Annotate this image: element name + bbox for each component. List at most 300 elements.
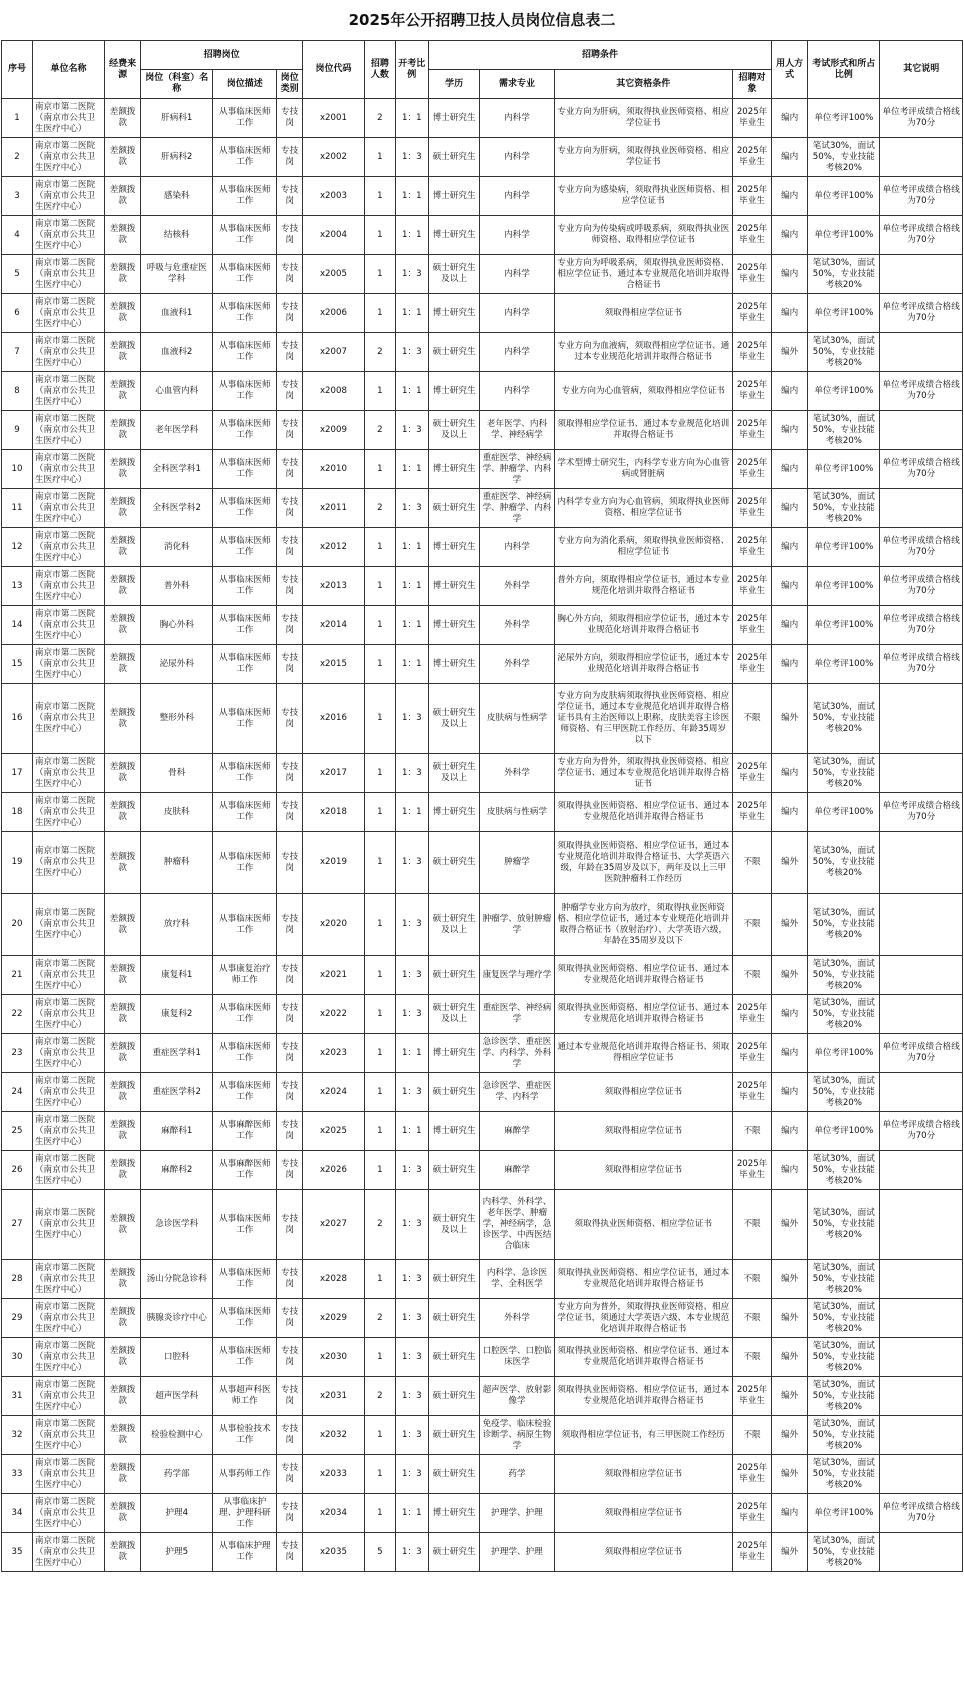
cell-other: 专业方向为呼吸系病，须取得执业医师资格、相应学位证书、通过本专业规范化培训并取得合格证书 [554, 255, 732, 294]
cell-count: 1 [364, 450, 395, 489]
cell-note: 单位考评成绩合格线为70分 [880, 793, 963, 832]
cell-unit: 南京市第二医院（南京市公共卫生医疗中心） [32, 1455, 104, 1494]
cell-funding: 差额拨款 [105, 1073, 141, 1112]
cell-major: 护理学、护理 [480, 1494, 554, 1533]
cell-post-type: 专技岗 [277, 255, 303, 294]
cell-note [880, 956, 963, 995]
cell-post-name: 消化科 [141, 528, 213, 567]
cell-post-desc: 从事临床医师工作 [213, 450, 277, 489]
cell-post-name: 骨科 [141, 754, 213, 793]
cell-count: 1 [364, 754, 395, 793]
cell-target: 不限 [732, 1260, 771, 1299]
cell-seq: 27 [2, 1190, 33, 1260]
cell-code: x2020 [303, 894, 365, 956]
table-row [2, 1377, 963, 1416]
cell-unit: 南京市第二医院（南京市公共卫生医疗中心） [32, 99, 104, 138]
table-row [2, 1533, 963, 1572]
cell-post-desc: 从事临床医师工作 [213, 793, 277, 832]
cell-exam: 笔试30%，面试50%，专业技能考核20% [808, 1533, 880, 1572]
cell-exam: 笔试30%，面试50%，专业技能考核20% [808, 1260, 880, 1299]
cell-target: 2025年毕业生 [732, 606, 771, 645]
cell-exam: 单位考评100% [808, 177, 880, 216]
cell-post-name: 全科医学科1 [141, 450, 213, 489]
cell-target: 不限 [732, 1112, 771, 1151]
cell-seq: 22 [2, 995, 33, 1034]
cell-code: x2003 [303, 177, 365, 216]
cell-seq: 4 [2, 216, 33, 255]
cell-unit: 南京市第二医院（南京市公共卫生医疗中心） [32, 1533, 104, 1572]
cell-other: 须取得执业医师资格、相应学位证书、通过本专业规范化培训并取得合格证书 [554, 956, 732, 995]
cell-target: 2025年毕业生 [732, 1034, 771, 1073]
cell-code: x2015 [303, 645, 365, 684]
cell-funding: 差额拨款 [105, 1416, 141, 1455]
cell-funding: 差额拨款 [105, 894, 141, 956]
cell-unit: 南京市第二医院（南京市公共卫生医疗中心） [32, 138, 104, 177]
cell-employ: 编外 [772, 333, 808, 372]
cell-count: 1 [364, 177, 395, 216]
cell-employ: 编内 [772, 450, 808, 489]
cell-ratio: 1：3 [395, 995, 428, 1034]
cell-employ: 编内 [772, 995, 808, 1034]
cell-post-name: 感染科 [141, 177, 213, 216]
cell-funding: 差额拨款 [105, 1190, 141, 1260]
cell-post-desc: 从事临床医师工作 [213, 411, 277, 450]
cell-post-name: 普外科 [141, 567, 213, 606]
table-row [2, 1494, 963, 1533]
cell-exam: 笔试30%，面试50%，专业技能考核20% [808, 754, 880, 793]
cell-employ: 编内 [772, 1034, 808, 1073]
cell-exam: 笔试30%，面试50%，专业技能考核20% [808, 1338, 880, 1377]
cell-post-type: 专技岗 [277, 1416, 303, 1455]
cell-post-name: 肝病科2 [141, 138, 213, 177]
header-post-name: 岗位（科室）名称 [141, 70, 213, 99]
cell-other: 须取得相应学位证书 [554, 1112, 732, 1151]
cell-target: 不限 [732, 956, 771, 995]
cell-target: 2025年毕业生 [732, 489, 771, 528]
cell-funding: 差额拨款 [105, 294, 141, 333]
table-row [2, 567, 963, 606]
cell-note [880, 684, 963, 754]
cell-ratio: 1：3 [395, 1299, 428, 1338]
cell-ratio: 1：3 [395, 411, 428, 450]
cell-major: 内科学 [480, 99, 554, 138]
cell-count: 1 [364, 894, 395, 956]
cell-seq: 28 [2, 1260, 33, 1299]
cell-funding: 差额拨款 [105, 645, 141, 684]
cell-post-name: 肝病科1 [141, 99, 213, 138]
cell-major: 肿瘤学 [480, 832, 554, 894]
cell-target: 2025年毕业生 [732, 1377, 771, 1416]
cell-seq: 5 [2, 255, 33, 294]
cell-other: 须取得执业医师资格、相应学位证书，通过本专业规范化培训并取得合格证书 [554, 1260, 732, 1299]
cell-major: 肿瘤学、放射肿瘤学 [480, 894, 554, 956]
cell-major: 内科学 [480, 528, 554, 567]
cell-edu: 硕士研究生 [428, 1299, 480, 1338]
cell-post-name: 泌尿外科 [141, 645, 213, 684]
cell-exam: 单位考评100% [808, 528, 880, 567]
cell-count: 1 [364, 1260, 395, 1299]
cell-seq: 19 [2, 832, 33, 894]
cell-major: 外科学 [480, 645, 554, 684]
cell-edu: 硕士研究生 [428, 1455, 480, 1494]
cell-count: 2 [364, 1190, 395, 1260]
cell-post-name: 心血管内科 [141, 372, 213, 411]
cell-edu: 博士研究生 [428, 1034, 480, 1073]
cell-post-desc: 从事临床医师工作 [213, 1338, 277, 1377]
cell-post-type: 专技岗 [277, 450, 303, 489]
cell-other: 专业方向为心血管病，须取得相应学位证书 [554, 372, 732, 411]
cell-employ: 编外 [772, 684, 808, 754]
cell-post-desc: 从事临床医师工作 [213, 606, 277, 645]
cell-target: 2025年毕业生 [732, 255, 771, 294]
cell-edu: 硕士研究生及以上 [428, 1190, 480, 1260]
cell-code: x2014 [303, 606, 365, 645]
cell-ratio: 1：1 [395, 567, 428, 606]
cell-exam: 笔试30%，面试50%，专业技能考核20% [808, 1455, 880, 1494]
cell-edu: 硕士研究生 [428, 1338, 480, 1377]
cell-funding: 差额拨款 [105, 754, 141, 793]
cell-employ: 编外 [772, 956, 808, 995]
cell-employ: 编外 [772, 894, 808, 956]
cell-seq: 14 [2, 606, 33, 645]
cell-major: 急诊医学、重症医学、内科学、外科学 [480, 1034, 554, 1073]
cell-target: 2025年毕业生 [732, 645, 771, 684]
cell-post-type: 专技岗 [277, 372, 303, 411]
cell-seq: 17 [2, 754, 33, 793]
cell-edu: 硕士研究生及以上 [428, 684, 480, 754]
cell-post-desc: 从事临床医师工作 [213, 255, 277, 294]
cell-post-type: 专技岗 [277, 411, 303, 450]
cell-edu: 博士研究生 [428, 450, 480, 489]
cell-ratio: 1：1 [395, 645, 428, 684]
cell-note [880, 1533, 963, 1572]
cell-post-desc: 从事临床医师工作 [213, 489, 277, 528]
cell-funding: 差额拨款 [105, 489, 141, 528]
cell-unit: 南京市第二医院（南京市公共卫生医疗中心） [32, 177, 104, 216]
cell-post-desc: 从事超声科医师工作 [213, 1377, 277, 1416]
cell-funding: 差额拨款 [105, 995, 141, 1034]
cell-note: 单位考评成绩合格线为70分 [880, 177, 963, 216]
cell-note: 单位考评成绩合格线为70分 [880, 528, 963, 567]
cell-post-type: 专技岗 [277, 1377, 303, 1416]
cell-target: 2025年毕业生 [732, 138, 771, 177]
cell-target: 2025年毕业生 [732, 99, 771, 138]
cell-employ: 编内 [772, 567, 808, 606]
cell-count: 2 [364, 411, 395, 450]
cell-post-name: 胸心外科 [141, 606, 213, 645]
cell-count: 1 [364, 1034, 395, 1073]
cell-post-type: 专技岗 [277, 832, 303, 894]
cell-unit: 南京市第二医院（南京市公共卫生医疗中心） [32, 489, 104, 528]
cell-code: x2012 [303, 528, 365, 567]
cell-major: 内科学 [480, 333, 554, 372]
cell-code: x2023 [303, 1034, 365, 1073]
cell-employ: 编外 [772, 1190, 808, 1260]
table-row [2, 645, 963, 684]
cell-count: 1 [364, 956, 395, 995]
cell-exam: 笔试30%，面试50%，专业技能考核20% [808, 832, 880, 894]
cell-edu: 硕士研究生 [428, 489, 480, 528]
cell-note [880, 1299, 963, 1338]
cell-code: x2010 [303, 450, 365, 489]
cell-unit: 南京市第二医院（南京市公共卫生医疗中心） [32, 1112, 104, 1151]
cell-post-type: 专技岗 [277, 1338, 303, 1377]
cell-seq: 16 [2, 684, 33, 754]
cell-seq: 26 [2, 1151, 33, 1190]
cell-note: 单位考评成绩合格线为70分 [880, 645, 963, 684]
table-body [2, 99, 963, 1572]
cell-seq: 33 [2, 1455, 33, 1494]
table-row [2, 606, 963, 645]
table-row [2, 1112, 963, 1151]
cell-code: x2019 [303, 832, 365, 894]
cell-ratio: 1：3 [395, 684, 428, 754]
cell-ratio: 1：3 [395, 1455, 428, 1494]
cell-code: x2026 [303, 1151, 365, 1190]
cell-count: 1 [364, 793, 395, 832]
table-row [2, 294, 963, 333]
header-unit: 单位名称 [32, 41, 104, 99]
cell-funding: 差额拨款 [105, 1034, 141, 1073]
cell-post-name: 老年医学科 [141, 411, 213, 450]
cell-edu: 硕士研究生 [428, 138, 480, 177]
cell-major: 重症医学、神经病学 [480, 995, 554, 1034]
cell-edu: 博士研究生 [428, 1494, 480, 1533]
cell-code: x2016 [303, 684, 365, 754]
cell-post-desc: 从事临床医师工作 [213, 1190, 277, 1260]
cell-exam: 笔试30%，面试50%，专业技能考核20% [808, 1416, 880, 1455]
cell-count: 1 [364, 138, 395, 177]
cell-post-type: 专技岗 [277, 894, 303, 956]
cell-major: 内科学 [480, 216, 554, 255]
cell-post-name: 麻醉科1 [141, 1112, 213, 1151]
cell-post-desc: 从事检验技术工作 [213, 1416, 277, 1455]
cell-post-desc: 从事临床医师工作 [213, 894, 277, 956]
cell-employ: 编外 [772, 1377, 808, 1416]
cell-unit: 南京市第二医院（南京市公共卫生医疗中心） [32, 1299, 104, 1338]
cell-edu: 硕士研究生 [428, 956, 480, 995]
cell-ratio: 1：1 [395, 372, 428, 411]
cell-funding: 差额拨款 [105, 1112, 141, 1151]
cell-count: 1 [364, 1494, 395, 1533]
cell-exam: 单位考评100% [808, 1034, 880, 1073]
cell-funding: 差额拨款 [105, 450, 141, 489]
cell-note: 单位考评成绩合格线为70分 [880, 99, 963, 138]
cell-seq: 1 [2, 99, 33, 138]
cell-post-desc: 从事临床护理工作 [213, 1533, 277, 1572]
positions-table [1, 40, 963, 1572]
cell-note: 单位考评成绩合格线为70分 [880, 1112, 963, 1151]
table-row [2, 995, 963, 1034]
cell-count: 5 [364, 1533, 395, 1572]
header-code: 岗位代码 [303, 41, 365, 99]
cell-post-type: 专技岗 [277, 216, 303, 255]
cell-other: 须取得执业医师资格、相应学位证书，通过本专业规范化培训并取得合格证书 [554, 1377, 732, 1416]
cell-post-name: 超声医学科 [141, 1377, 213, 1416]
cell-funding: 差额拨款 [105, 411, 141, 450]
cell-post-name: 胰腺炎诊疗中心 [141, 1299, 213, 1338]
cell-major: 外科学 [480, 606, 554, 645]
cell-post-desc: 从事麻醉医师工作 [213, 1112, 277, 1151]
cell-other: 须取得相应学位证书、通过本专业规范化培训并取得合格证书 [554, 411, 732, 450]
cell-note [880, 1260, 963, 1299]
page-title: 2025年公开招聘卫技人员岗位信息表二 [348, 11, 616, 29]
table-row [2, 1416, 963, 1455]
cell-note [880, 1190, 963, 1260]
cell-funding: 差额拨款 [105, 1494, 141, 1533]
cell-major: 内科学 [480, 255, 554, 294]
cell-edu: 博士研究生 [428, 1112, 480, 1151]
cell-ratio: 1：1 [395, 1034, 428, 1073]
cell-funding: 差额拨款 [105, 606, 141, 645]
table-row [2, 1151, 963, 1190]
cell-target: 2025年毕业生 [732, 294, 771, 333]
cell-major: 内科学 [480, 177, 554, 216]
cell-count: 1 [364, 528, 395, 567]
cell-post-desc: 从事临床医师工作 [213, 1299, 277, 1338]
cell-target: 不限 [732, 894, 771, 956]
cell-post-name: 重症医学科1 [141, 1034, 213, 1073]
cell-exam: 单位考评100% [808, 567, 880, 606]
cell-post-type: 专技岗 [277, 645, 303, 684]
cell-post-type: 专技岗 [277, 995, 303, 1034]
cell-major: 皮肤病与性病学 [480, 684, 554, 754]
cell-major: 药学 [480, 1455, 554, 1494]
cell-major: 免疫学、临床检验诊断学、病原生物学 [480, 1416, 554, 1455]
cell-code: x2011 [303, 489, 365, 528]
cell-edu: 博士研究生 [428, 645, 480, 684]
cell-code: x2004 [303, 216, 365, 255]
cell-target: 不限 [732, 832, 771, 894]
cell-edu: 硕士研究生 [428, 832, 480, 894]
cell-note [880, 1073, 963, 1112]
cell-post-name: 急诊医学科 [141, 1190, 213, 1260]
cell-post-name: 口腔科 [141, 1338, 213, 1377]
cell-post-name: 护理4 [141, 1494, 213, 1533]
cell-target: 2025年毕业生 [732, 567, 771, 606]
cell-employ: 编内 [772, 99, 808, 138]
cell-employ: 编内 [772, 255, 808, 294]
header-funding: 经费来源 [105, 41, 141, 99]
cell-funding: 差额拨款 [105, 177, 141, 216]
cell-ratio: 1：1 [395, 1494, 428, 1533]
cell-major: 重症医学、神经病学、肿瘤学、内科学 [480, 450, 554, 489]
table-row [2, 1299, 963, 1338]
cell-ratio: 1：1 [395, 606, 428, 645]
cell-code: x2018 [303, 793, 365, 832]
cell-unit: 南京市第二医院（南京市公共卫生医疗中心） [32, 216, 104, 255]
cell-post-name: 结核科 [141, 216, 213, 255]
table-row [2, 99, 963, 138]
cell-ratio: 1：3 [395, 894, 428, 956]
cell-unit: 南京市第二医院（南京市公共卫生医疗中心） [32, 567, 104, 606]
cell-other: 专业方向为肝病，须取得执业医师资格、相应学位证书 [554, 138, 732, 177]
cell-count: 1 [364, 1338, 395, 1377]
header-employ: 用人方式 [772, 41, 808, 99]
cell-seq: 30 [2, 1338, 33, 1377]
cell-other: 专业方向为普外，须取得执业医师资格、相应学位证书，须通过大学英语六级、本专业规范化培训并取得合格证书 [554, 1299, 732, 1338]
cell-exam: 笔试30%，面试50%，专业技能考核20% [808, 255, 880, 294]
cell-seq: 18 [2, 793, 33, 832]
cell-post-type: 专技岗 [277, 489, 303, 528]
cell-other: 须取得执业医师资格、相应学位证书 [554, 1190, 732, 1260]
cell-unit: 南京市第二医院（南京市公共卫生医疗中心） [32, 995, 104, 1034]
cell-note: 单位考评成绩合格线为70分 [880, 216, 963, 255]
cell-code: x2024 [303, 1073, 365, 1112]
cell-post-name: 呼吸与危重症医学科 [141, 255, 213, 294]
cell-target: 2025年毕业生 [732, 333, 771, 372]
table-row [2, 832, 963, 894]
cell-edu: 硕士研究生及以上 [428, 255, 480, 294]
cell-post-desc: 从事药师工作 [213, 1455, 277, 1494]
cell-post-type: 专技岗 [277, 177, 303, 216]
cell-unit: 南京市第二医院（南京市公共卫生医疗中心） [32, 956, 104, 995]
cell-major: 急诊医学、重症医学、内科学 [480, 1073, 554, 1112]
cell-other: 须取得执业医师资格、相应学位证书、通过本专业规范化培训并取得合格证书 [554, 1338, 732, 1377]
cell-exam: 单位考评100% [808, 1494, 880, 1533]
cell-edu: 硕士研究生 [428, 1377, 480, 1416]
cell-other: 须取得相应学位证书 [554, 1151, 732, 1190]
cell-note [880, 333, 963, 372]
cell-post-type: 专技岗 [277, 138, 303, 177]
cell-funding: 差额拨款 [105, 216, 141, 255]
cell-note [880, 1377, 963, 1416]
cell-post-desc: 从事临床医师工作 [213, 1073, 277, 1112]
cell-target: 不限 [732, 1338, 771, 1377]
table-row [2, 684, 963, 754]
cell-ratio: 1：3 [395, 754, 428, 793]
header-other: 其它资格条件 [554, 70, 732, 99]
cell-edu: 硕士研究生 [428, 1073, 480, 1112]
cell-note: 单位考评成绩合格线为70分 [880, 450, 963, 489]
cell-other: 须取得相应学位证书，有三甲医院工作经历 [554, 1416, 732, 1455]
cell-edu: 博士研究生 [428, 606, 480, 645]
table-row [2, 450, 963, 489]
cell-funding: 差额拨款 [105, 1151, 141, 1190]
cell-post-name: 全科医学科2 [141, 489, 213, 528]
cell-edu: 硕士研究生及以上 [428, 995, 480, 1034]
cell-employ: 编内 [772, 754, 808, 793]
cell-post-desc: 从事临床医师工作 [213, 754, 277, 793]
cell-post-desc: 从事临床医师工作 [213, 995, 277, 1034]
cell-note [880, 255, 963, 294]
cell-major: 麻醉学 [480, 1151, 554, 1190]
cell-code: x2031 [303, 1377, 365, 1416]
cell-exam: 单位考评100% [808, 450, 880, 489]
cell-ratio: 1：1 [395, 216, 428, 255]
cell-major: 内科学 [480, 372, 554, 411]
table-row [2, 489, 963, 528]
table-row [2, 956, 963, 995]
cell-note [880, 1455, 963, 1494]
cell-post-type: 专技岗 [277, 1073, 303, 1112]
cell-count: 1 [364, 684, 395, 754]
cell-exam: 单位考评100% [808, 1112, 880, 1151]
table-row [2, 754, 963, 793]
cell-seq: 6 [2, 294, 33, 333]
cell-post-name: 康复科2 [141, 995, 213, 1034]
cell-unit: 南京市第二医院（南京市公共卫生医疗中心） [32, 832, 104, 894]
cell-edu: 博士研究生 [428, 99, 480, 138]
cell-seq: 11 [2, 489, 33, 528]
cell-funding: 差额拨款 [105, 1455, 141, 1494]
cell-exam: 笔试30%，面试50%，专业技能考核20% [808, 684, 880, 754]
cell-post-type: 专技岗 [277, 528, 303, 567]
cell-other: 专业方向为肝病，须取得执业医师资格、相应学位证书 [554, 99, 732, 138]
cell-funding: 差额拨款 [105, 372, 141, 411]
cell-seq: 15 [2, 645, 33, 684]
cell-post-desc: 从事临床医师工作 [213, 177, 277, 216]
